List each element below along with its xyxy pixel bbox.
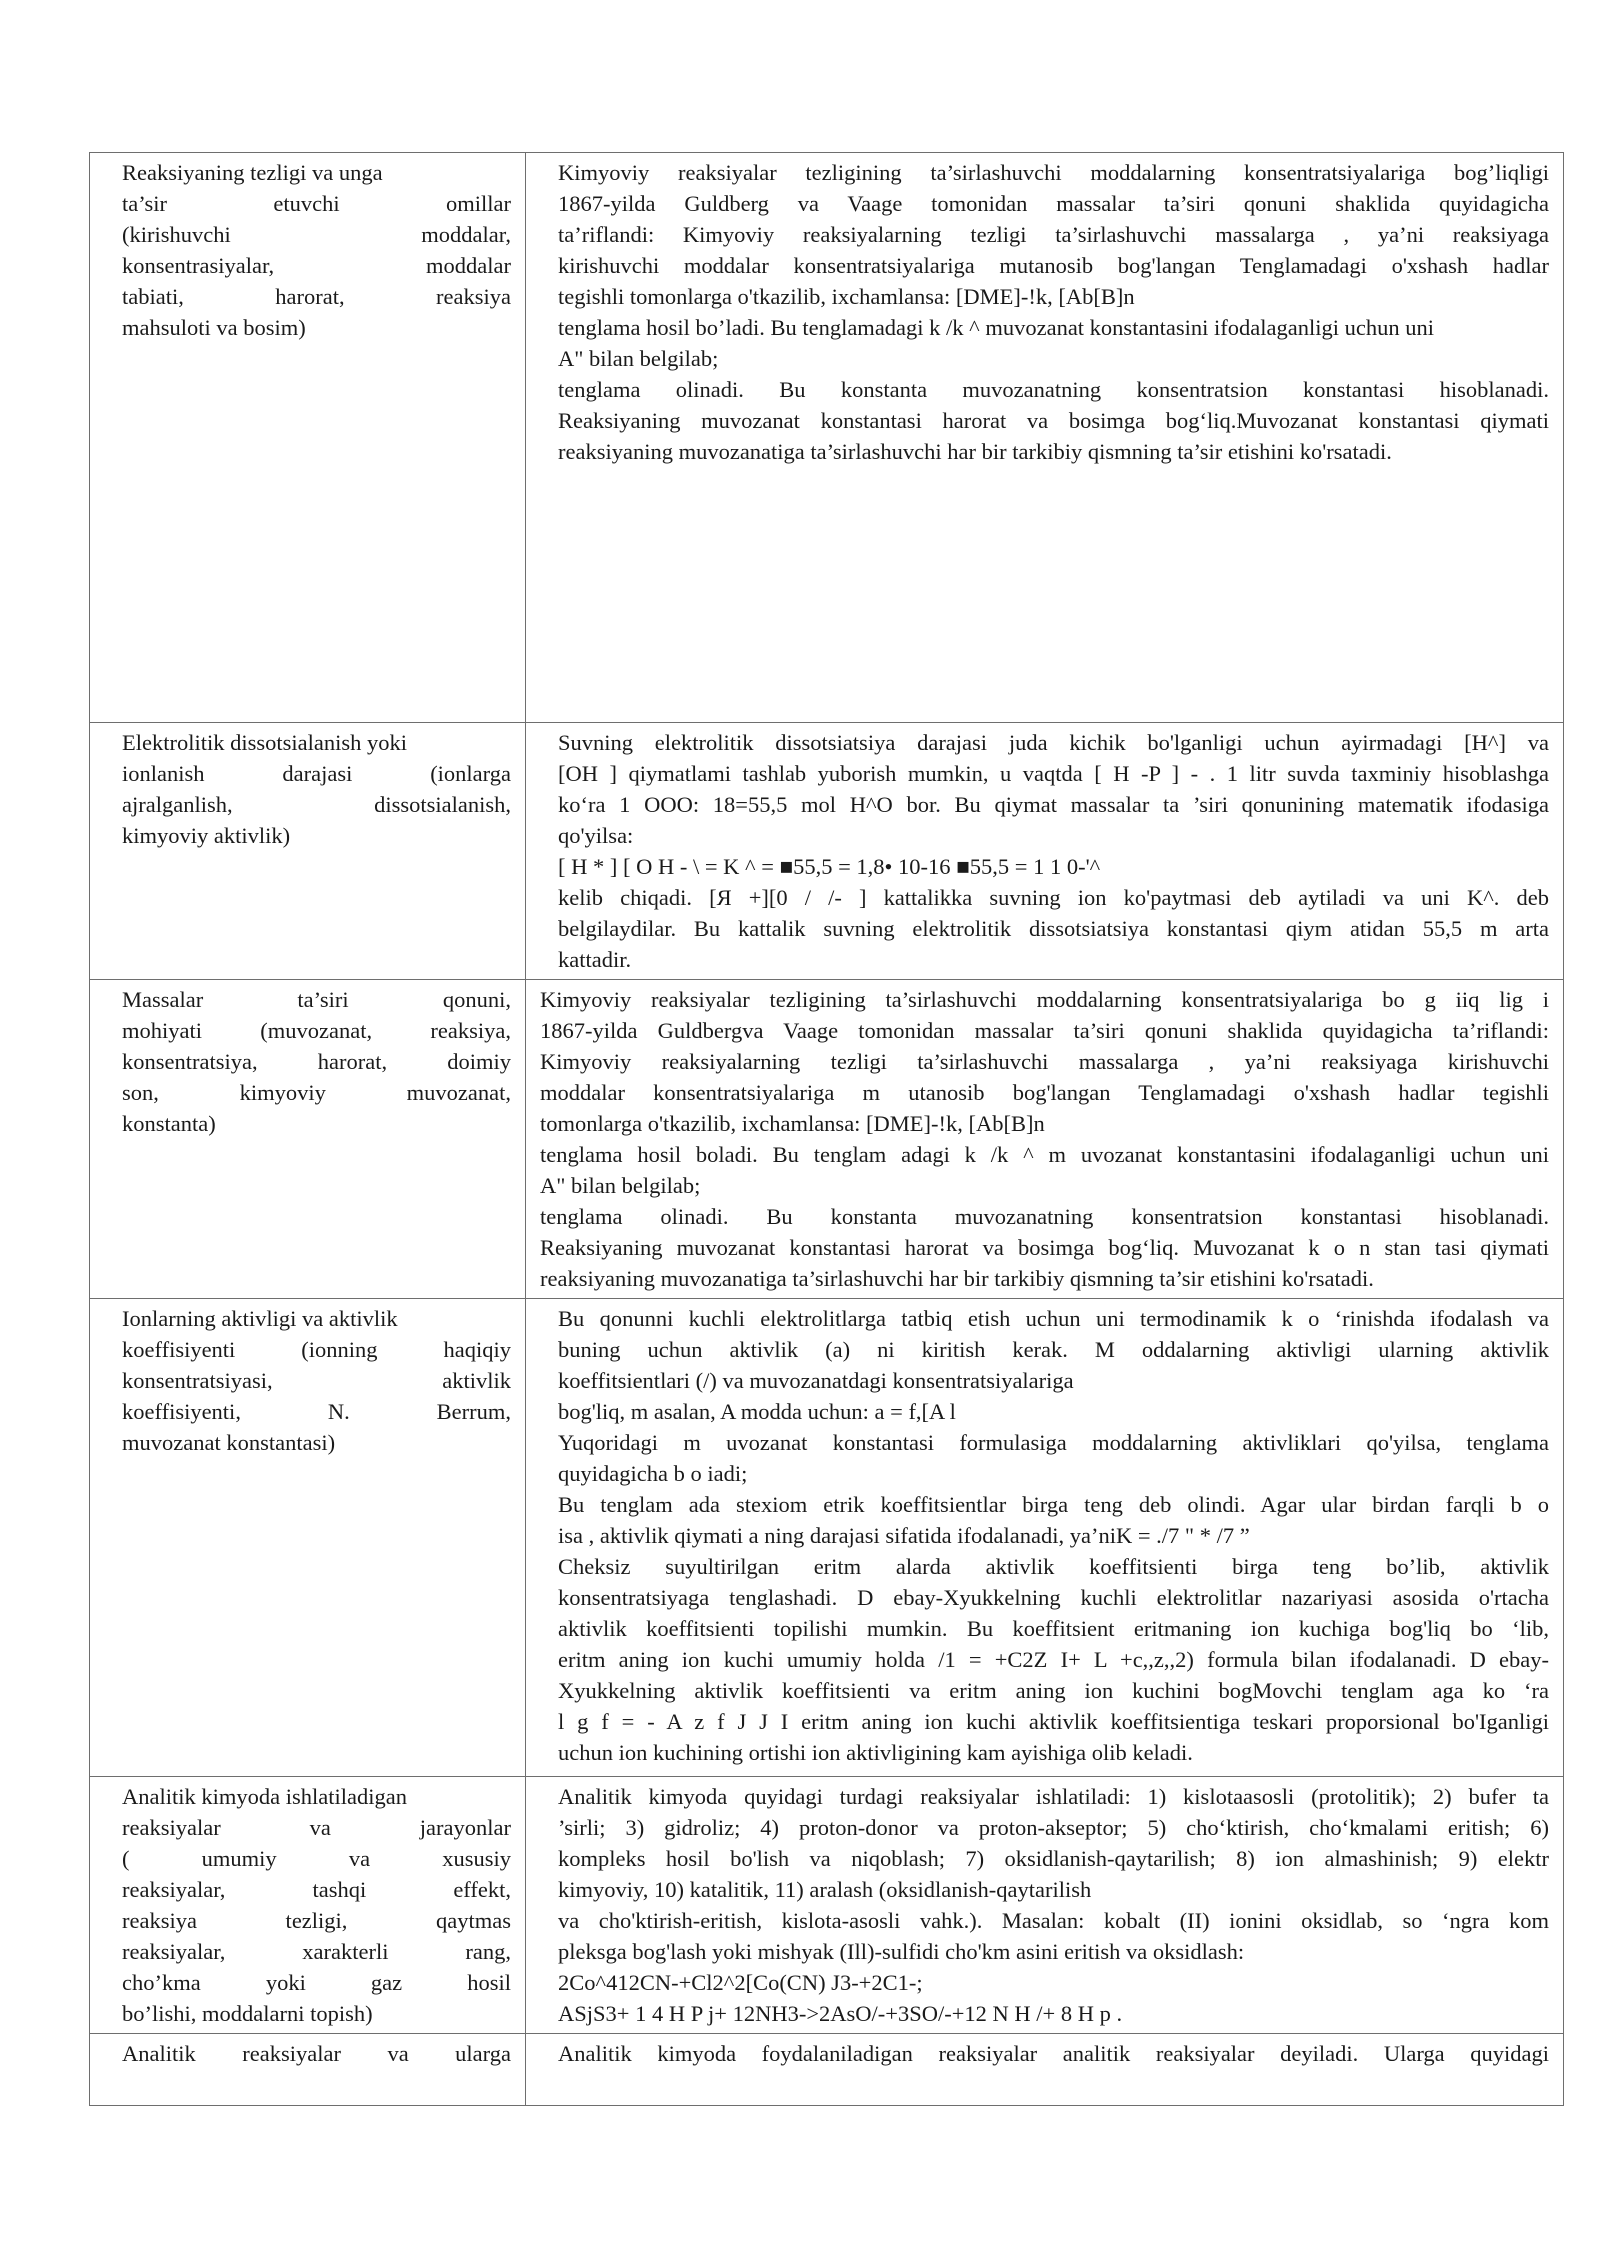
text-line: tegishli tomonlarga o'tkazilib, ixchamlansa: [DME]-!k, [Ab[B]n xyxy=(558,284,1135,309)
text-line: tenglama hosil bo’ladi. Bu tenglamadagi k /k ^ muvozanat konstantasini ifodalaganligi uchun uni xyxy=(558,315,1434,340)
content-cell xyxy=(526,153,1564,723)
text-line: Reaksiyaning muvozanat konstantasi harorat va bosimga bog‘liq.Muvozanat konstantasi qiymati xyxy=(558,408,1549,433)
text-line: Massalar ta’siri qonuni, xyxy=(122,987,511,1012)
text-line: Kimyoviy reaksiyalar tezligining ta’sirlashuvchi moddalarning konsentratsiyalariga bog’liqligi xyxy=(558,160,1549,185)
text-line: Reaksiyaning muvozanat konstantasi harorat va bosimga bog‘liq. Muvozanat k o n stan tasi qiymati xyxy=(540,1235,1549,1260)
text-line: son, kimyoviy muvozanat, xyxy=(122,1080,511,1105)
text-line: konstanta) xyxy=(122,1111,216,1136)
table-row xyxy=(90,723,1564,980)
text-line: Bu qonunni kuchli elektrolitlarga tatbiq etish uchun uni termodinamik k o ‘rinishda ifodalash va xyxy=(558,1306,1549,1331)
text-line: mohiyati (muvozanat, reaksiya, xyxy=(122,1018,511,1043)
text-line: konsentrasiyalar, moddalar xyxy=(122,253,511,278)
text-line: konsentratsiya, harorat, doimiy xyxy=(122,1049,511,1074)
text-line: kattadir. xyxy=(558,947,632,972)
content-cell xyxy=(526,723,1564,980)
text-line: [OH ] qiymatlami tashlab yuborish mumkin, u vaqtda [ H -P ] - . 1 litr suvda taxminiy hisoblashga xyxy=(558,761,1549,786)
text-line: koeffisiyenti, N. Berrum, xyxy=(122,1399,511,1424)
text-line: Yuqoridagi m uvozanat konstantasi formulasiga moddalarning aktivliklari qo'yilsa, tenglama xyxy=(558,1430,1549,1455)
topic-cell xyxy=(90,1777,526,2034)
text-line: reaksiyalar, tashqi effekt, xyxy=(122,1877,511,1902)
text-line: [ H * ] [ O H - \ = K ^ = ■55,5 = 1,8• 10-16 ■55,5 = 1 1 0-'^ xyxy=(558,854,1101,879)
text-line: Analitik kimyoda foydalaniladigan reaksiyalar analitik reaksiyalar deyiladi. Ularga quyidagi xyxy=(558,2041,1549,2066)
text-line: tenglama olinadi. Bu konstanta muvozanatning konsentratsion konstantasi hisoblanadi. xyxy=(558,377,1549,402)
text-line: tomonlarga o'tkazilib, ixchamlansa: [DME]-!k, [Ab[B]n xyxy=(540,1111,1045,1136)
text-line: va cho'ktirish-eritish, kislota-asosli vahk.). Masalan: kobalt (II) ionini oksidlab, so ‘ngra kom xyxy=(558,1908,1549,1933)
text-line: Bu tenglam ada stexiom etrik koeffitsientlar birga teng deb olindi. Agar ular birdan farqli b o xyxy=(558,1492,1549,1517)
text-line: Elektrolitik dissotsialanish yoki xyxy=(122,730,407,755)
text-line: reaksiyalar va jarayonlar xyxy=(122,1815,511,1840)
text-line: bo’lishi, moddalarni topish) xyxy=(122,2001,373,2026)
text-line: kirishuvchi moddalar konsentratsiyalariga mutanosib bog'langan Tenglamadagi o'xshash hadlar xyxy=(558,253,1549,278)
table-row xyxy=(90,153,1564,723)
text-line: isa , aktivlik qiymati a ning darajasi sifatida ifodalanadi, ya’niK = ./7 " * /7 ” xyxy=(558,1523,1250,1548)
text-line: ’sirli; 3) gidroliz; 4) proton-donor va proton-akseptor; 5) cho‘ktirish, cho‘kmalami eritish; 6) xyxy=(558,1815,1549,1840)
text-line: ( umumiy va xususiy xyxy=(122,1846,511,1871)
text-line: Analitik kimyoda ishlatiladigan xyxy=(122,1784,407,1809)
content-cell xyxy=(526,1299,1564,1777)
text-line: kimyoviy, 10) katalitik, 11) aralash (oksidlanish-qaytarilish xyxy=(558,1877,1092,1902)
text-line: pleksga bog'lash yoki mishyak (Ill)-sulfidi cho'km asini eritish va oksidlash: xyxy=(558,1939,1245,1964)
text-line: bog'liq, m asalan, A modda uchun: a = f,[A l xyxy=(558,1399,956,1424)
content-cell xyxy=(526,1777,1564,2034)
text-line: l g f = - A z f J J I eritm aning ion kuchi aktivlik koeffitsientiga teskari proporsional bo'Iganligi xyxy=(558,1709,1549,1734)
text-line: 1867-yilda Guldbergva Vaage tomonidan massalar ta’siri qonuni shaklida quyidagicha ta’riflandi: xyxy=(540,1018,1549,1043)
text-line: konsentratsiyasi, aktivlik xyxy=(122,1368,511,1393)
text-line: koeffisiyenti (ionning haqiqiy xyxy=(122,1337,511,1362)
table-row xyxy=(90,1777,1564,2034)
document-page xyxy=(89,152,1564,2106)
text-line: ASjS3+ 1 4 H P j+ 12NH3->2AsO/-+3SO/-+12 N H /+ 8 H p . xyxy=(558,2001,1123,2026)
topic-cell xyxy=(90,2034,526,2106)
text-line: ko‘ra 1 OOO: 18=55,5 mol H^O bor. Bu qiymat massalar ta ’siri qonunining matematik ifodasiga xyxy=(558,792,1549,817)
text-line: cho’kma yoki gaz hosil xyxy=(122,1970,511,1995)
text-line: (kirishuvchi moddalar, xyxy=(122,222,511,247)
topic-cell xyxy=(90,723,526,980)
text-line: 1867-yilda Guldberg va Vaage tomonidan massalar ta’siri qonuni shaklida quyidagicha xyxy=(558,191,1549,216)
text-line: Analitik reaksiyalar va ularga xyxy=(122,2041,511,2066)
text-line: quyidagicha b o iadi; xyxy=(558,1461,748,1486)
text-line: uchun ion kuchining ortishi ion aktivligining kam ayishiga olib keladi. xyxy=(558,1740,1193,1765)
text-line: aktivlik koeffitsienti topilishi mumkin. Bu koeffitsient eritmaning ion kuchiga bog'liq bo ‘lib, xyxy=(558,1616,1549,1641)
text-line: kompleks hosil bo'lish va niqoblash; 7) oksidlanish-qaytarilish; 8) ion almashinish; 9) elektr xyxy=(558,1846,1549,1871)
text-line: qo'yilsa: xyxy=(558,823,634,848)
text-line: eritm aning ion kuchi umumiy holda /1 = +C2Z I+ L +c,,z,,2) formula bilan ifodalanadi. D ebay- xyxy=(558,1647,1549,1672)
text-line: 2Co^412CN-+Cl2^2[Co(CN) J3-+2C1-; xyxy=(558,1970,923,1995)
topics-table xyxy=(89,152,1564,2106)
text-line: Cheksiz suyultirilgan eritm alarda aktivlik koeffitsienti birga teng bo’lib, aktivlik xyxy=(558,1554,1549,1579)
text-line: A" bilan belgilab; xyxy=(558,346,719,371)
text-line: tenglama hosil boladi. Bu tenglam adagi k /k ^ m uvozanat konstantasini ifodalaganligi uchun uni xyxy=(540,1142,1549,1167)
text-line: kelib chiqadi. [Я +][0 / /- ] kattalikka suvning ion ko'paytmasi deb aytiladi va uni K^. deb xyxy=(558,885,1549,910)
table-row xyxy=(90,980,1564,1299)
table-row xyxy=(90,1299,1564,1777)
text-line: A" bilan belgilab; xyxy=(540,1173,701,1198)
table-row xyxy=(90,2034,1564,2106)
text-line: muvozanat konstantasi) xyxy=(122,1430,336,1455)
text-line: Suvning elektrolitik dissotsiatsiya darajasi juda kichik bo'lganligi uchun ayirmadagi [H^] va xyxy=(558,730,1549,755)
text-line: reaksiyaning muvozanatiga ta’sirlashuvchi har bir tarkibiy qismning ta’sir etishini ko'rsatadi. xyxy=(540,1266,1374,1291)
topic-cell xyxy=(90,1299,526,1777)
text-line: konsentratsiyaga tenglashadi. D ebay-Xyukkelning kuchli elektrolitlar nazariyasi asosida o'rtacha xyxy=(558,1585,1549,1610)
table-body xyxy=(90,153,1564,2106)
text-line: buning uchun aktivlik (a) ni kiritish kerak. M oddalarning aktivligi ularning aktivlik xyxy=(558,1337,1549,1362)
text-line: ta’sir etuvchi omillar xyxy=(122,191,511,216)
text-line: belgilaydilar. Bu kattalik suvning elektrolitik dissotsiatsiya konstantasi qiym atidan 55,5 m arta xyxy=(558,916,1549,941)
text-line: tabiati, harorat, reaksiya xyxy=(122,284,511,309)
text-line: Analitik kimyoda quyidagi turdagi reaksiyalar ishlatiladi: 1) kislotaasosli (protolitik); 2) bufer ta xyxy=(558,1784,1549,1809)
text-line: moddalar konsentratsiyalariga m utanosib bog'langan Tenglamadagi o'xshash hadlar tegishli xyxy=(540,1080,1549,1105)
text-line: ajralganlish, dissotsialanish, xyxy=(122,792,511,817)
text-line: Xyukkelning aktivlik koeffitsienti va eritm aning ion kuchini bogMovchi tenglam aga ko ‘ra xyxy=(558,1678,1549,1703)
topic-cell xyxy=(90,980,526,1299)
text-line: Reaksiyaning tezligi va unga xyxy=(122,160,383,185)
text-line: ta’riflandi: Kimyoviy reaksiyalarning tezligi ta’sirlashuvchi massalarga , ya’ni reaksiyaga xyxy=(558,222,1549,247)
text-line: Kimyoviy reaksiyalarning tezligi ta’sirlashuvchi massalarga , ya’ni reaksiyaga kirishuvchi xyxy=(540,1049,1549,1074)
text-line: reaksiyaning muvozanatiga ta’sirlashuvchi har bir tarkibiy qismning ta’sir etishini ko'rsatadi. xyxy=(558,439,1392,464)
text-line: koeffitsientlari (/) va muvozanatdagi konsentratsiyalariga xyxy=(558,1368,1074,1393)
text-line: Kimyoviy reaksiyalar tezligining ta’sirlashuvchi moddalarning konsentratsiyalariga bo g iiq lig i xyxy=(540,987,1549,1012)
text-line: mahsuloti va bosim) xyxy=(122,315,306,340)
text-line: reaksiyalar, xarakterli rang, xyxy=(122,1939,511,1964)
text-line: reaksiya tezligi, qaytmas xyxy=(122,1908,511,1933)
text-line: kimyoviy aktivlik) xyxy=(122,823,291,848)
content-cell xyxy=(526,980,1564,1299)
text-line: ionlanish darajasi (ionlarga xyxy=(122,761,511,786)
text-line: tenglama olinadi. Bu konstanta muvozanatning konsentratsion konstantasi hisoblanadi. xyxy=(540,1204,1549,1229)
text-line: Ionlarning aktivligi va aktivlik xyxy=(122,1306,398,1331)
content-cell xyxy=(526,2034,1564,2106)
topic-cell xyxy=(90,153,526,723)
